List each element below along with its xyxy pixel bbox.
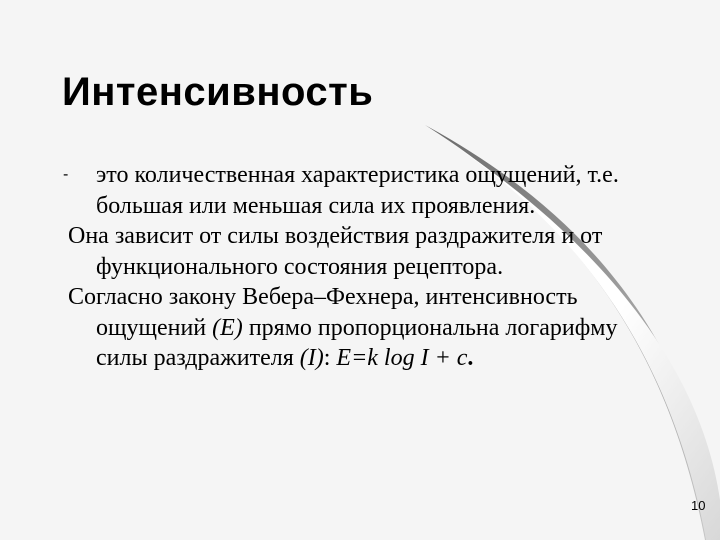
paragraph-weber-fechner <box>68 282 668 374</box>
law-text-start: Согласно закону Вебера–Фехнера, интенсивность ощущений <box>68 284 578 341</box>
slide-body <box>63 160 668 374</box>
law-colon: : <box>323 345 337 371</box>
paragraph-dependency <box>68 221 668 282</box>
law-period: . <box>467 345 474 371</box>
symbol-i: (I) <box>299 345 324 371</box>
page-number: 10 <box>691 498 706 513</box>
dependency-text: Она зависит от силы воздействия раздражителя и от функционального состояния рецептора. <box>68 223 603 280</box>
symbol-e: (Е) <box>212 314 243 341</box>
definition-text: это количественная характеристика ощущений, т.е. большая или меньшая сила их проявления. <box>96 162 619 219</box>
slide-title: Интенсивность <box>62 70 374 114</box>
law-text-mid: прямо пропорциональна логарифму силы раздражителя <box>96 314 618 371</box>
formula: E=k log I + c <box>336 345 468 371</box>
bullet-dash: - <box>63 166 69 183</box>
paragraph-definition <box>63 160 668 221</box>
